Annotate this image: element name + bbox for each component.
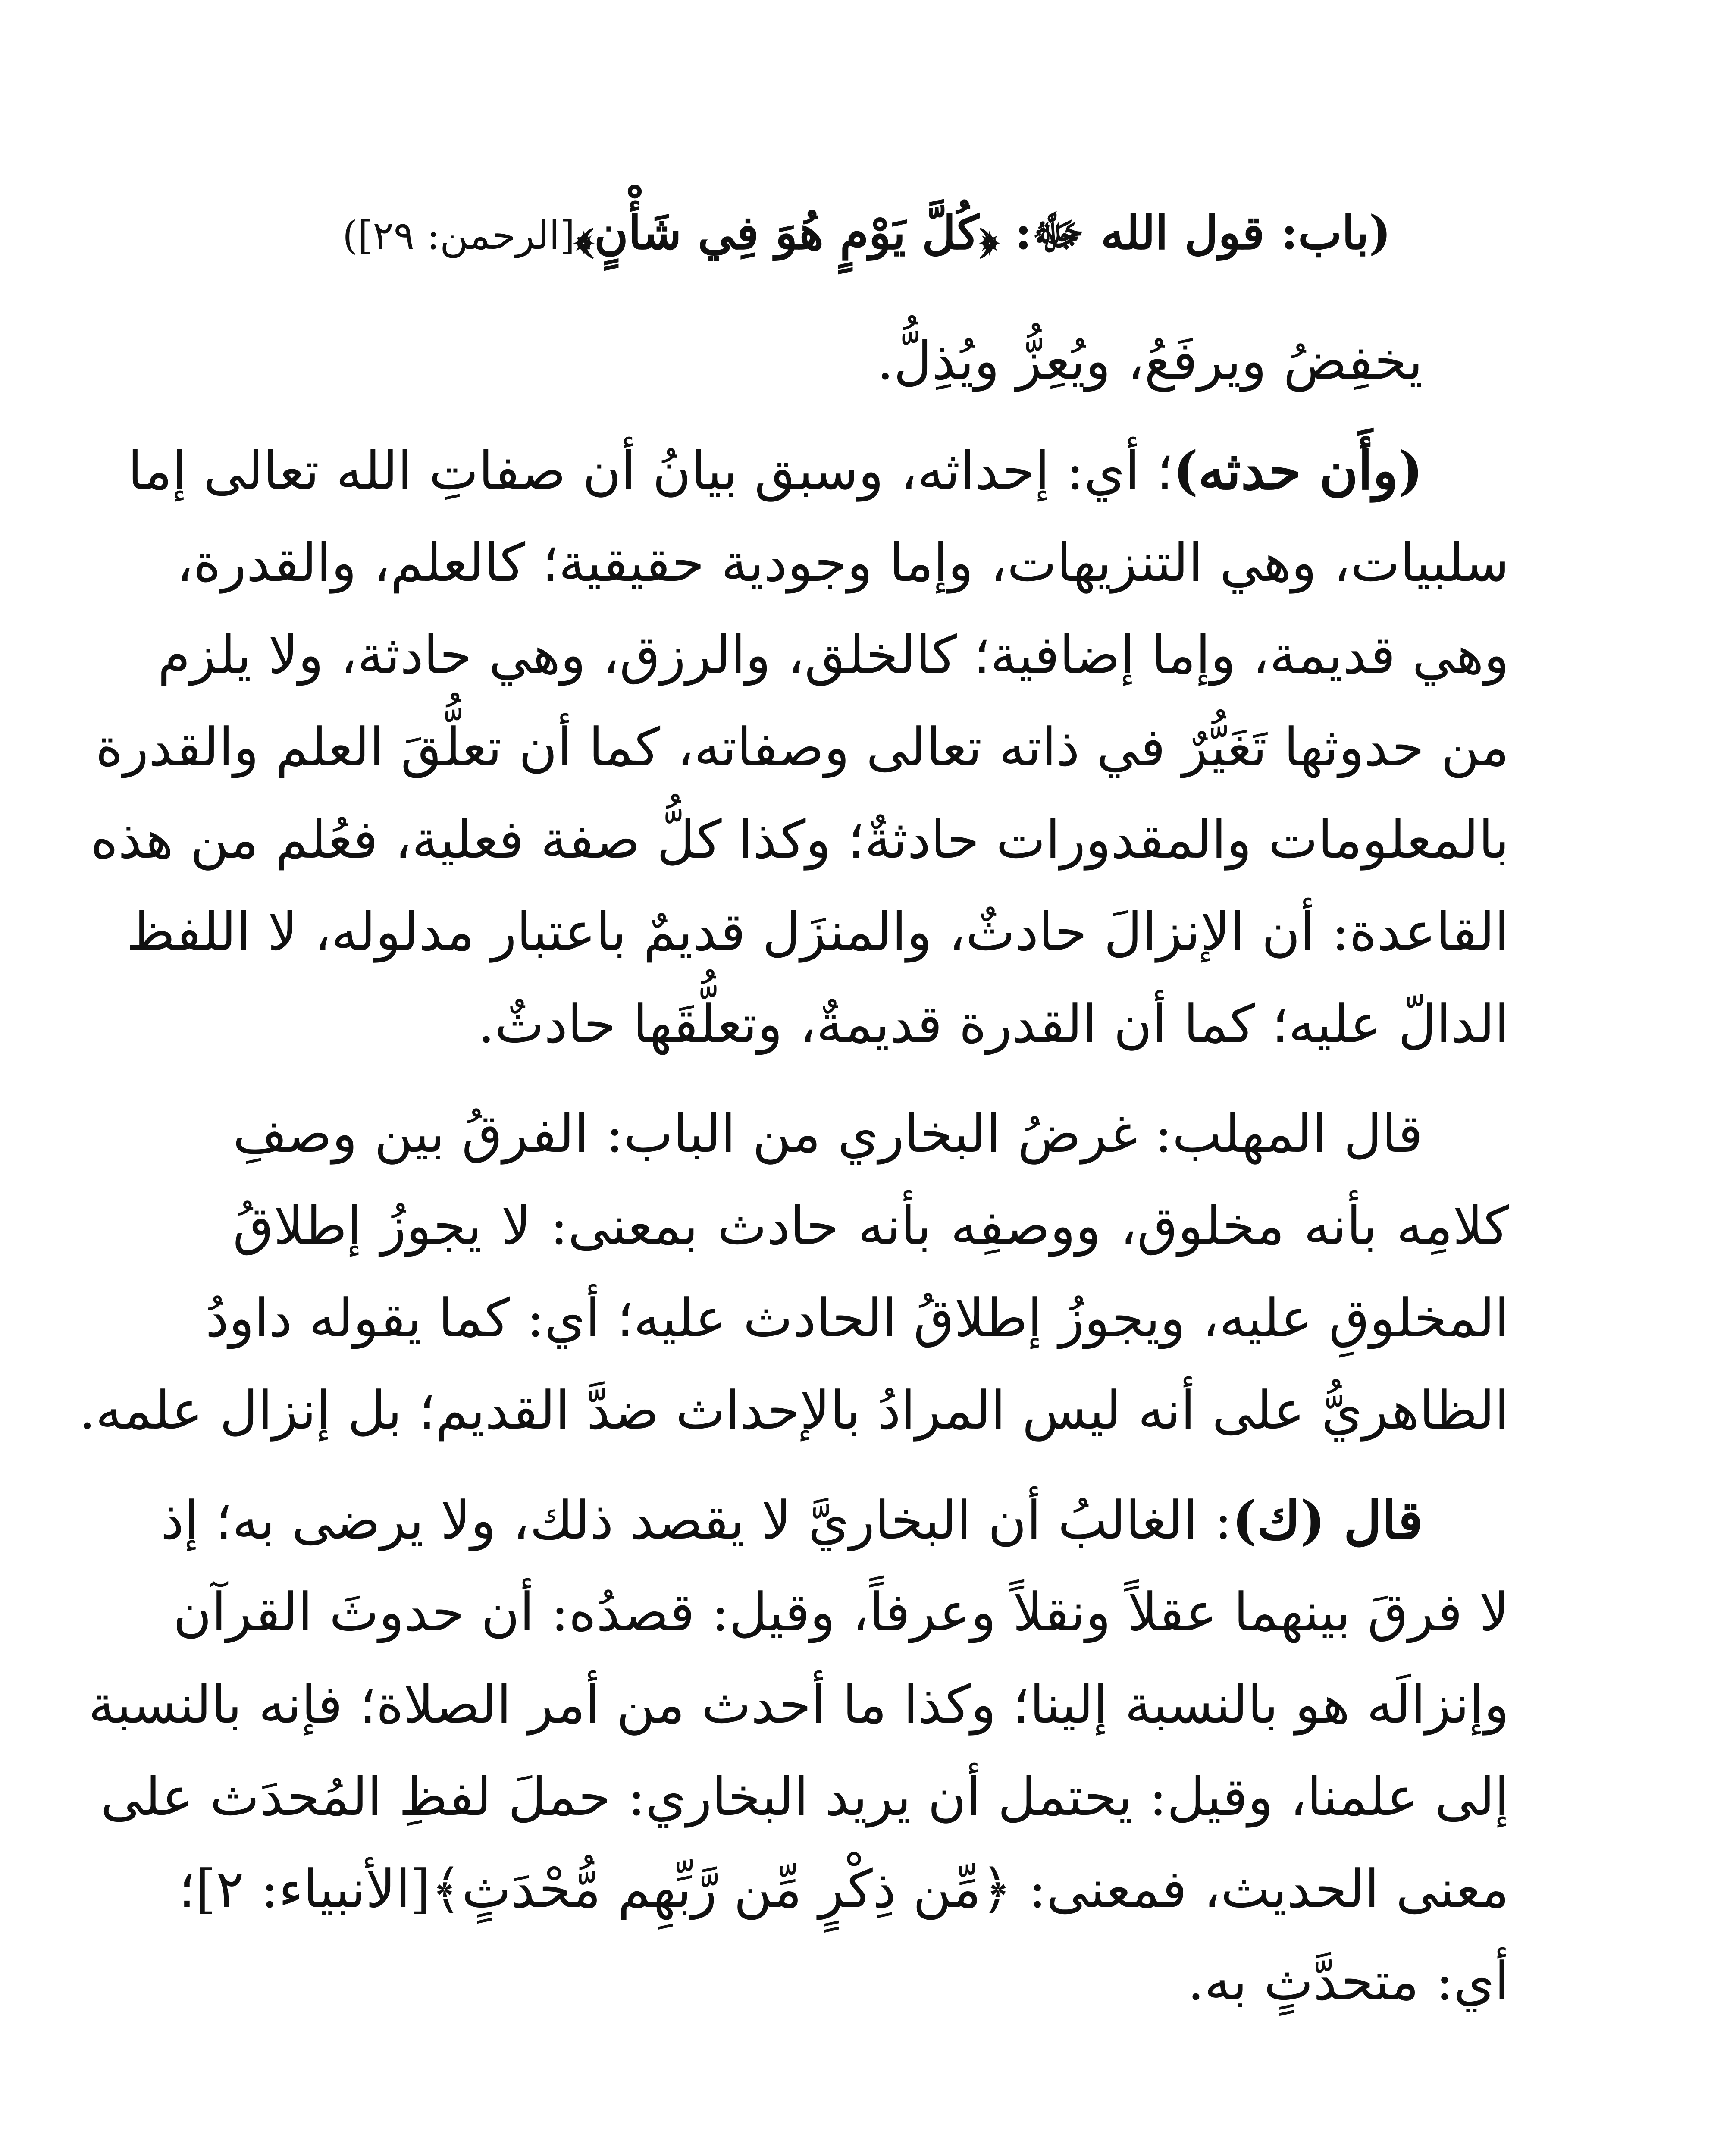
body-text [78,315,1509,2028]
text-line: معنى الحديث، فمعنى: ﴿مِّن ذِكْرٍ مِّن رَّبِّهِم مُّحْدَثٍ﴾[الأنبياء: ٢]؛ [179,1858,1509,1920]
paragraph-lead: قال (ك) [1232,1489,1423,1551]
text-line: قال المهلب: غرضُ البخاري من الباب: الفرقُ بين وصفِ [233,1103,1423,1164]
text-line: المخلوقِ عليه، ويجوزُ إطلاقُ الحادث عليه؛ أي: كما يقوله داودُ [205,1288,1509,1349]
text-line: يخفِضُ ويرفَعُ، ويُعِزُّ ويُذِلُّ. [877,330,1423,392]
paragraph [91,424,1509,1070]
text-line: سلبيات، وهي التنزيهات، وإما وجودية حقيقية؛ كالعلم، والقدرة، [176,532,1509,593]
text-line: إلى علمنا، وقيل: يحتمل أن يريد البخاري: حملَ لفظِ المُحدَث على [100,1766,1509,1827]
heading-title: (باب: قول الله ﷻ: ﴿كُلَّ يَوْمٍ هُوَ فِي شَأْنٍ﴾ [575,206,1391,260]
paragraph-lead: (وأَن حدثه) [1173,439,1423,501]
text-line: وإنزالَه هو بالنسبة إلينا؛ وكذا ما أحدث من أمر الصلاة؛ فإنه بالنسبة [88,1674,1509,1735]
paragraph [233,315,1509,407]
text-line: قال (ك): الغالبُ أن البخاريَّ لا يقصد ذلك، ولا يرضى به؛ إذ [160,1489,1423,1551]
text-line: الدالّ عليه؛ كما أن القدرة قديمةٌ، وتعلُّقَها حادثٌ. [478,993,1509,1055]
text-line: لا فرقَ بينهما عقلاً ونقلاً وعرفاً، وقيل: قصدُه: أن حدوثَ القرآن [173,1582,1509,1643]
paragraph [88,1474,1509,2028]
text-line: من حدوثها تَغَيُّرٌ في ذاته تعالى وصفاته، كما أن تعلُّقَ العلم والقدرة [95,717,1509,778]
text-line: أي: متحدَّثٍ به. [1188,1951,1509,2012]
text-line: بالمعلومات والمقدورات حادثةٌ؛ وكذا كلُّ صفة فعلية، فعُلم من هذه [91,809,1509,870]
heading-verse-reference: [الرحمن: ٢٩]) [342,213,575,258]
text-line: الظاهريُّ على أنه ليس المرادُ بالإحداث ضدَّ القديم؛ بل إنزال علمه. [78,1380,1509,1441]
paragraph [78,1087,1509,1457]
text-line: وهي قديمة، وإما إضافية؛ كالخلق، والرزق، وهي حادثة، ولا يلزم [157,624,1509,686]
text-line: كلامِه بأنه مخلوق، ووصفِه بأنه حادث بمعنى: لا يجوزُ إطلاقُ [233,1195,1509,1257]
text-line: القاعدة: أن الإنزالَ حادثٌ، والمنزَل قديمٌ باعتبار مدلوله، لا اللفظ [126,901,1509,962]
chapter-heading [207,190,1526,276]
text-line: (وأَن حدثه)؛ أي: إحداثه، وسبق بيانُ أن صفاتِ الله تعالى إما [128,439,1423,501]
